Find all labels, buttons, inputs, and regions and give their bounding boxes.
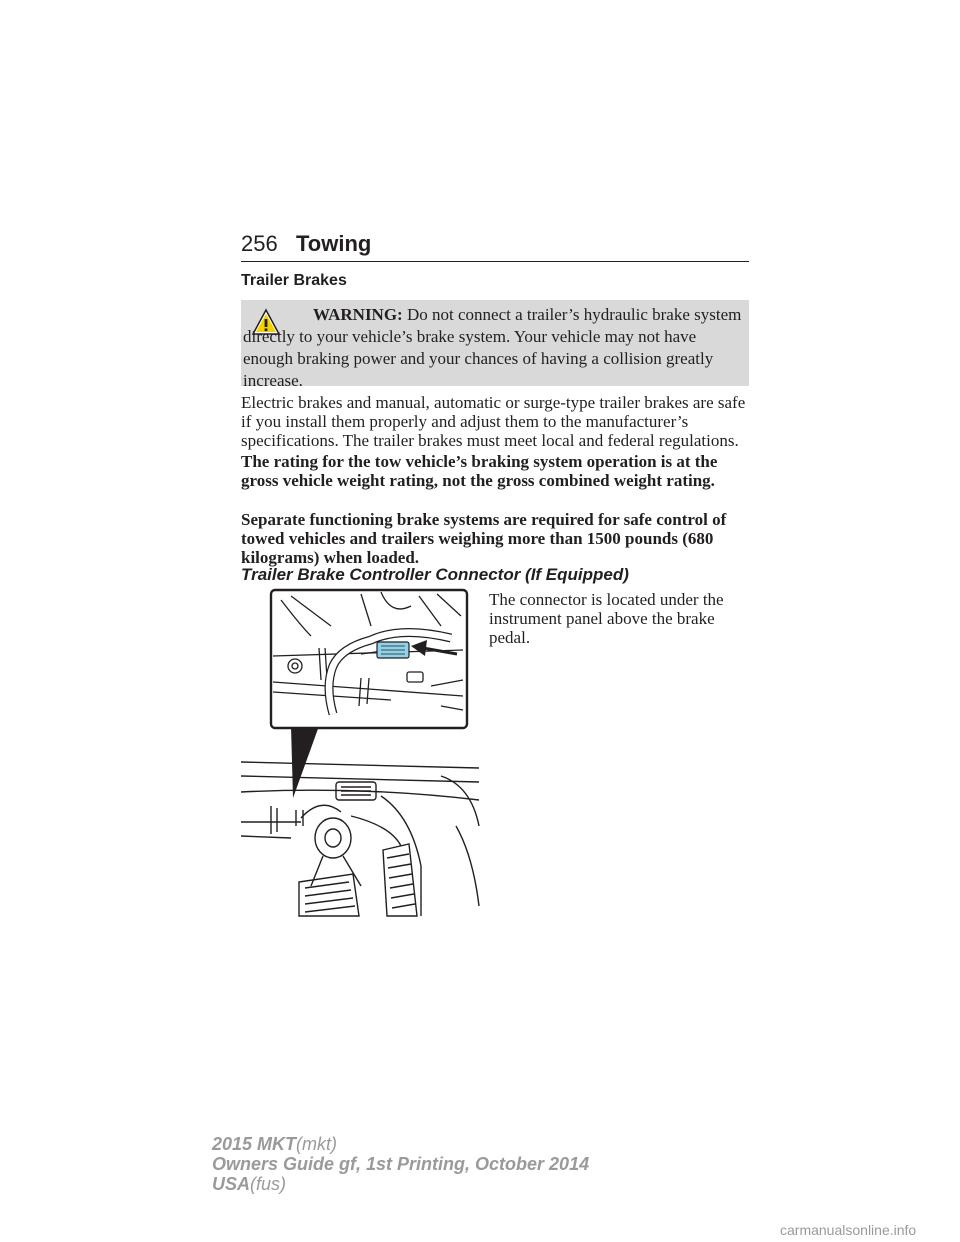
chapter-title: Towing (296, 231, 372, 256)
footer-market-line (212, 1174, 589, 1194)
paragraph-separate-brakes: Separate functioning brake systems are required for safe control of towed vehicles and trailers weighing more than 1500 pounds (680 kilograms) when loaded. (241, 510, 727, 567)
watermark: carmanualsonline.info (780, 1222, 917, 1238)
page-number: 256 (241, 231, 278, 256)
warning-box (241, 300, 749, 390)
section-title: Trailer Brakes (241, 272, 347, 289)
paragraph-rating: The rating for the tow vehicle’s braking system operation is at the gross vehicle weight rating, not the gross combined weight rating. (241, 452, 718, 490)
paragraph-brakes: Electric brakes and manual, automatic or surge-type trailer brakes are safe if you install them properly and adjust them to the manufacturer’s specifications. The trailer brakes must meet local and federal regulations. (241, 393, 746, 450)
warning-label: WARNING: (313, 305, 403, 324)
connector-location-text: The connector is located under the instrument panel above the brake pedal. (489, 590, 724, 647)
footer-market: USA (212, 1174, 251, 1194)
page-header (241, 231, 749, 262)
subsection-title: Trailer Brake Controller Connector (If Equipped) (241, 565, 629, 584)
page-footer (212, 1134, 589, 1194)
footer-model: 2015 MKT (212, 1134, 297, 1154)
footer-market-code: (fus) (250, 1174, 287, 1194)
footer-model-line (212, 1134, 589, 1154)
warning-body: Do not connect a trailer’s hydraulic brake system directly to your vehicle’s brake system. Your vehicle may not have enough braking power and your chances of having a collision greatly increase. (243, 305, 742, 390)
brake-controller-connector-illustration (241, 586, 481, 918)
footer-guide-line: Owners Guide gf, 1st Printing, October 2014 (212, 1154, 590, 1174)
footer-model-code: (mkt) (296, 1134, 338, 1154)
warning-text (243, 304, 745, 392)
